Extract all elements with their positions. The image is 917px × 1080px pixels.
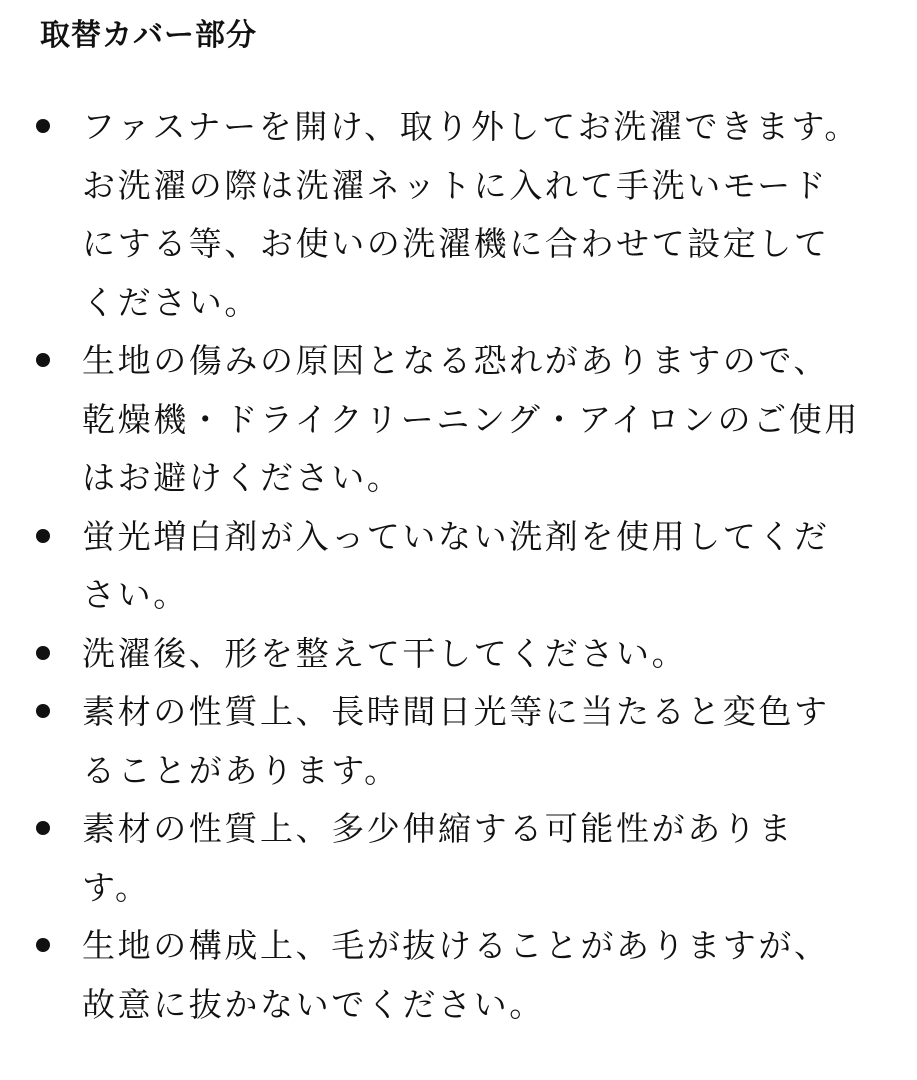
list-item	[0, 332, 860, 508]
list-item	[0, 917, 860, 1034]
bullet-icon	[36, 119, 50, 133]
bullet-icon	[36, 704, 50, 718]
bullet-icon	[36, 529, 50, 543]
list-item-text: 生地の構成上、毛が抜けることがありますが、故意に抜かないでください。	[82, 926, 830, 1024]
list-item-text: ファスナーを開け、取り外してお洗濯できます。お洗濯の際は洗濯ネットに入れて手洗いモードにする等、お使いの洗濯機に合わせて設定してください。	[82, 107, 860, 322]
list-item-text: 蛍光増白剤が入っていない洗剤を使用してください。	[82, 516, 830, 614]
list-item-text: 素材の性質上、長時間日光等に当たると変色することがあります。	[82, 692, 830, 790]
list-item	[0, 625, 860, 684]
section-heading: 取替カバー部分	[40, 18, 257, 53]
list-item	[0, 683, 860, 800]
list-item-text: 生地の傷みの原因となる恐れがありますので、乾燥機・ドライクリーニング・アイロンのご使用はお避けください。	[82, 341, 860, 497]
bullet-icon	[36, 353, 50, 367]
care-instructions-list	[0, 98, 917, 1034]
bullet-icon	[36, 938, 50, 952]
list-item	[0, 508, 860, 625]
list-item-text: 素材の性質上、多少伸縮する可能性があります。	[82, 809, 794, 907]
list-item	[0, 98, 860, 332]
list-item-text: 洗濯後、形を整えて干してください。	[82, 633, 688, 673]
bullet-icon	[36, 646, 50, 660]
bullet-icon	[36, 821, 50, 835]
list-item	[0, 800, 860, 917]
